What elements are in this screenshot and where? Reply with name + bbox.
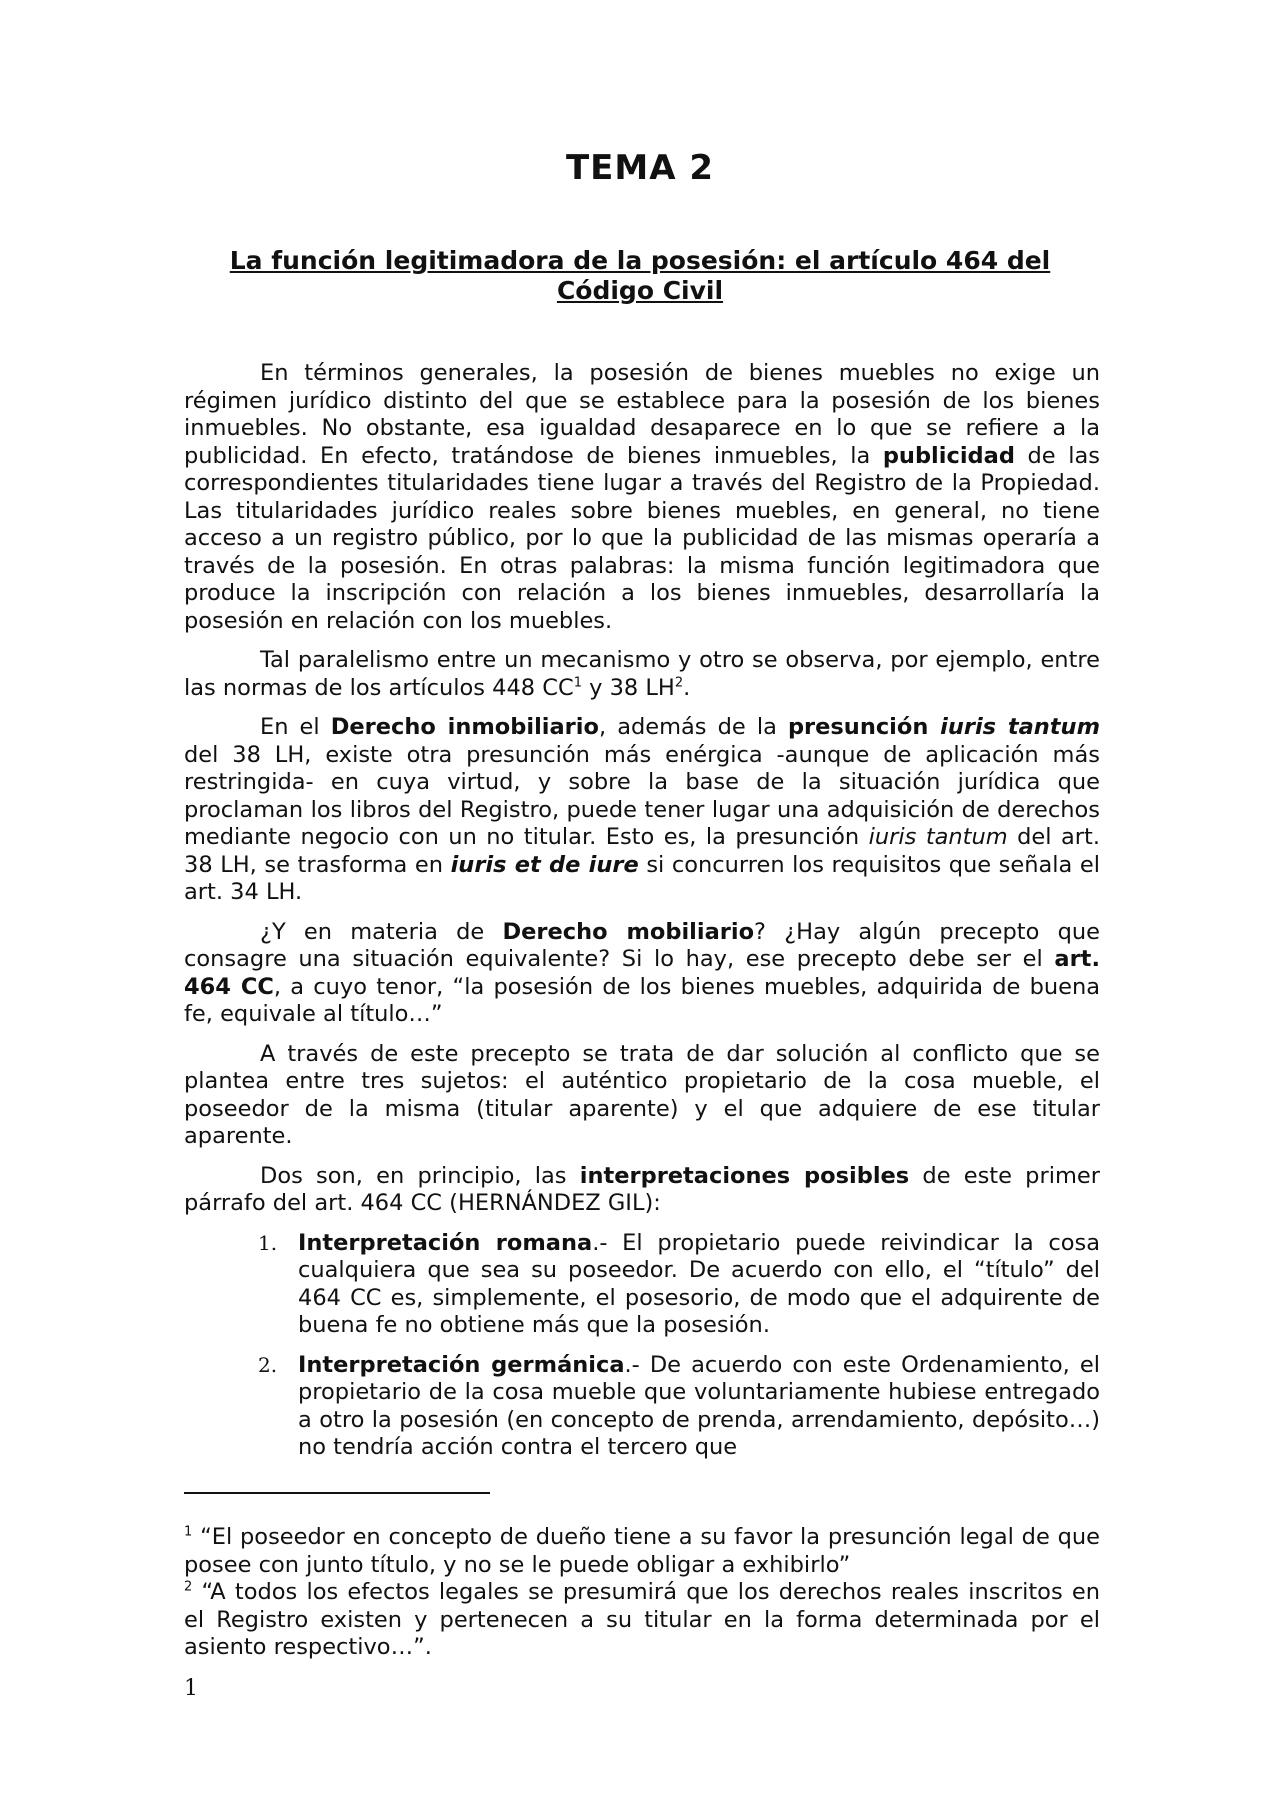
paragraph-3-bolditalic-iuris-tantum: iuris tantum [940,714,1101,740]
list-item [258,1351,1100,1462]
paragraph-1-text-a: En términos generales, la posesión de bienes muebles no exige un régimen jurídico distinto del que se establece para la posesión de los bienes inmuebles. No obstante, esa igualdad desaparece en lo que se refiere a la publicidad. En efecto, tratándose de bienes inmuebles, la [184,360,1100,469]
paragraph-6-bold-interpretaciones: interpretaciones posibles [579,1162,910,1189]
footnote-2-text: “A todos los efectos legales se presumirá que los derechos reales inscritos en el Registro existen y pertenecen a su titular en la forma determinada por el asiento respectivo…”. [184,1579,1100,1660]
paragraph-3 [184,714,1100,907]
paragraph-3-text-f: del 38 LH, existe otra presunción más enérgica -aunque de aplicación más restringida- en cuya virtud, y sobre la base de la situación jurídica que proclaman los libros del Registro, puede tener lugar una adquisición de derechos mediante negocio con un no titular. Esto es, la presunción [184,741,1100,850]
paragraph-3-text-c: , además de la [598,714,788,740]
paragraph-1 [184,360,1100,635]
footnote-ref-2[interactable]: 2 [674,675,684,690]
paragraph-4-text-e: , a cuyo tenor, “la posesión de los bienes muebles, adquirida de buena fe, equivale al título…” [184,973,1100,1027]
paragraph-2-text-b: y 38 LH [581,674,675,701]
paragraph-4 [184,919,1100,1029]
subtitle-line-1: La función legitimadora de la posesión: el artículo 464 del [229,246,1051,275]
paragraph-3-text-a: En el [260,714,331,740]
list-item-number: 1. [258,1230,278,1255]
footnote-2-mark: 2 [184,1579,193,1595]
paragraph-3-bold-presuncion: presunción [787,714,941,740]
interpretations-list [184,1230,1100,1462]
paragraph-6 [184,1163,1100,1218]
document-body [184,360,1100,1474]
paragraph-3-bolditalic-iuris-et-de-iure: iuris et de iure [450,851,639,878]
list-item-text: .- De acuerdo con este Ordenamiento, el propietario de la cosa mueble que voluntariamente hubiese entregado a otro la posesión (en concepto de prenda, arrendamiento, depósito…) no tendría acción contra el tercero que [298,1351,1100,1460]
paragraph-6-text-a: Dos son, en principio, las [260,1162,580,1189]
paragraph-2 [184,647,1100,702]
paragraph-3-text-h: del art. 38 LH, se trasforma en [184,824,1100,878]
document-subtitle [200,246,1080,306]
paragraph-2-text-c: . [683,674,691,701]
list-item-text: .- El propietario puede reivindicar la cosa cualquiera que sea su poseedor. De acuerdo con ello, el “título” del 464 CC es, simplemente, el posesorio, de modo que el adquirente de buena fe no obtiene más que la posesión. [298,1229,1100,1338]
paragraph-3-text-j: si concurren los requisitos que señala el art. 34 LH. [184,851,1101,905]
footnote-1-text: “El poseedor en concepto de dueño tiene a su favor la presunción legal de que posee con junto título, y no se le puede obligar a exhibirlo” [184,1524,1100,1578]
paragraph-6-text-c: de este primer párrafo del art. 464 CC (HERNÁNDEZ GIL): [184,1162,1100,1216]
paragraph-4-bold-art-464: art. 464 CC [184,946,1100,1000]
paragraph-4-text-a: ¿Y en materia de [260,918,503,945]
list-item [258,1229,1100,1340]
paragraph-4-bold-derecho-mobiliario: Derecho mobiliario [502,918,755,945]
footnote-separator [184,1492,490,1494]
subtitle-line-2: Código Civil [556,276,724,305]
footnotes [184,1524,1100,1662]
footnote-1 [184,1524,1100,1579]
paragraph-2-text-a: Tal paralelismo entre un mecanismo y otro se observa, por ejemplo, entre las normas de los artículos 448 CC [184,647,1100,701]
page-number: 1 [184,1676,198,1701]
document-title: TEMA 2 [565,148,715,188]
paragraph-1-bold-publicidad: publicidad [882,442,1015,469]
paragraph-3-italic-iuris-tantum: iuris tantum [868,824,1008,850]
footnote-1-mark: 1 [184,1524,193,1540]
paragraph-5: A través de este precepto se trata de dar solución al conflicto que se plantea entre tres sujetos: el auténtico propietario de la cosa mueble, el poseedor de la misma (titular aparente) y el que adquiere de ese titular aparente. [184,1040,1100,1149]
list-item-heading: Interpretación germánica [298,1351,625,1378]
list-item-number: 2. [258,1352,278,1377]
paragraph-3-bold-derecho-inmobiliario: Derecho inmobiliario [330,714,599,740]
footnote-ref-1[interactable]: 1 [573,675,582,690]
paragraph-4-text-c: ? ¿Hay algún precepto que consagre una situación equivalente? Si lo hay, ese precepto debe ser el [184,918,1100,972]
list-item-heading: Interpretación romana [298,1229,593,1256]
footnote-2 [184,1579,1100,1662]
paragraph-1-text-c: de las correspondientes titularidades tiene lugar a través del Registro de la Propiedad. Las titularidades jurídico reales sobre bienes muebles, en general, no tiene acceso a un registro público, por lo que la publicidad de las mismas operaría a través de la posesión. En otras palabras: la misma función legitimadora que produce la inscripción con relación a los bienes inmuebles, desarrollaría la posesión en relación con los muebles. [184,442,1100,634]
